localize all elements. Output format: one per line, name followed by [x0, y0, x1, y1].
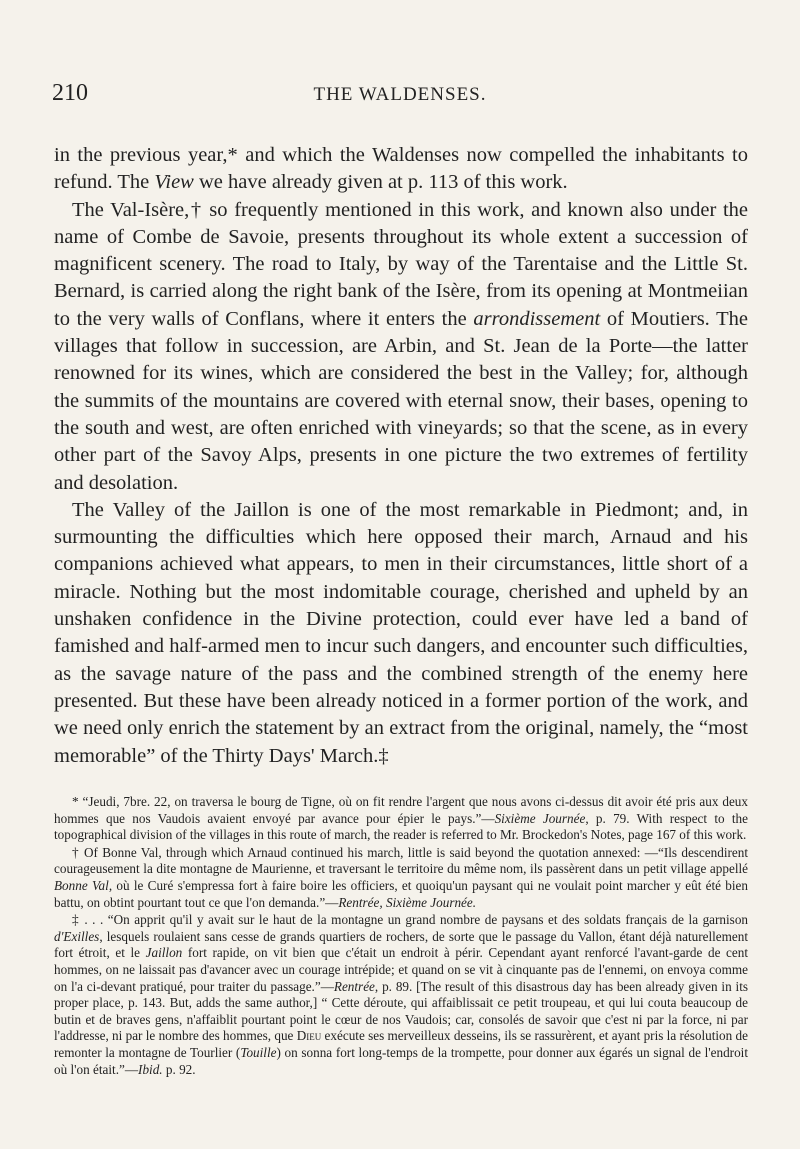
paragraph: The Val-Isère,† so frequently mentioned in this work, and known also under the name of Combe de Savoie, presents throughout its whole extent a succession of magnificent scenery. The road to Italy, by way of the Tarentaise and the Little St. Bernard, is carried along the right bank of the Isère, from its opening at Montmeiian to the very walls of Conflans, where it enters the arrondissement of Moutiers. The villages that follow in succession, are Arbin, and St. Jean de la Porte—the latter renowned for its wines, which are considered the best in the Valley; for, although the summits of the mountains are covered with eternal snow, their bases, opening to the south and west, are often enriched with vineyards; so that the scene, as in every other part of the Savoy Alps, presents in one picture the two extremes of fertility and desolation.: [54, 198, 748, 494]
page-number: 210: [52, 80, 88, 106]
footnotes: [54, 794, 748, 1079]
paragraph: in the previous year,* and which the Waldenses now compelled the inhabitants to refund. The View we have already given at p. 113 of this work.: [54, 144, 748, 194]
footnote: ‡ . . . “On apprit qu'il y avait sur le haut de la montagne un grand nombre de paysans et des soldats français de la garnison d'Exilles, lesquels roulaient sans cesse de grands quartiers de rochers, de sorte que le passage du Vallon, étant déjà naturellement fort étroit, et le Jaillon fort rapide, on vit bien que c'était un endroit à périr. Cependant ayant renforcé l'avant-garde de cent hommes, on ne laissait pas d'avancer avec un courage intrépide; et quand on se vit à cinquante pas de l'ennemi, on envoya comme on l'a ci-devant pratiqué, pour traiter du passage.”—Rentrée, p. 89. [The result of this disastrous day has been already given in its proper place, p. 143. But, adds the same author,] “ Cette déroute, qui affaiblissait ce petit troupeau, et qui lui couta beaucoup de butin et de braves gens, n'affaiblit pourtant point le cœur de nos Vaudois; car, consolés de savoir que c'est ni par la force, ni par l'addresse, ni par le nombre des hommes, que Dieu exécute ses merveilleux desseins, ils se rassurèrent, et ayant pris la résolution de remonter la montagne de Tourlier (Touille) on sonna fort long-temps de la trompette, pour donner aux égarés un signal de l'endroit où l'on était.”—Ibid. p. 92.: [54, 912, 748, 1077]
page-header: [52, 80, 748, 110]
main-text: [54, 142, 748, 770]
footnote: * “Jeudi, 7bre. 22, on traversa le bourg de Tigne, où on fit rendre l'argent que nous avons ci-dessus dit avoir été pris aux deux hommes que nos Vaudois avaient envoyé par avance pour épier le pays.”—Sixième Journée, p. 79. With respect to the topographical division of the villages in this route of march, the reader is referred to Mr. Brockedon's Notes, page 167 of this work.: [54, 794, 749, 843]
running-title: THE WALDENSES.: [313, 84, 487, 105]
footnote: † Of Bonne Val, through which Arnaud continued his march, little is said beyond the quotation annexed: —“Ils descendirent courageusement la dite montagne de Maurienne, et traversant le territoire du même nom, ils passèrent dans un petit village appellé Bonne Val, où le Curé s'empressa fort à faire boire les officiers, et quoiqu'un paysant qui ne voulait point marcher y eût été bien battu, on obtint pourtant tout ce que l'on demanda.”—Rentrée, Sixième Journée.: [54, 844, 748, 910]
paragraph: The Valley of the Jaillon is one of the most remarkable in Piedmont; and, in surmounting the difficulties which here opposed their march, Arnaud and his companions achieved what appears, to men in their circumstances, little short of a miracle. Nothing but the most indomitable courage, cherished and upheld by an unshaken confidence in the Divine protection, could ever have led a band of famished and half-armed men to incur such dangers, and encounter such difficulties, as the savage nature of the pass and the combined strength of the enemy here presented. But these have been already noticed in a former portion of the work, and we need only enrich the statement by an extract from the original, namely, the “most memorable” of the Thirty Days' March.‡: [54, 498, 748, 767]
